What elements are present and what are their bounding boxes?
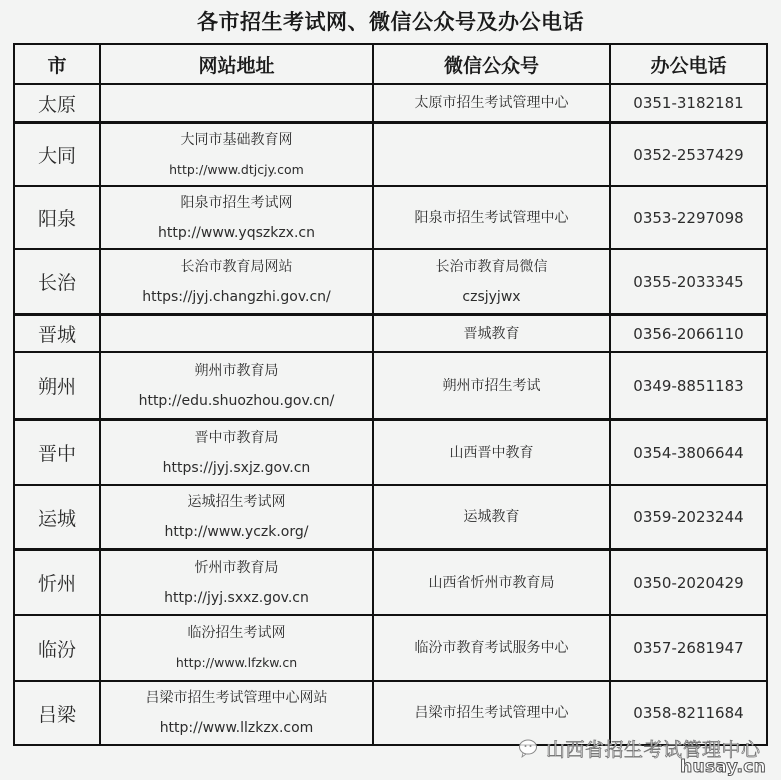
header-wechat: 微信公众号 — [443, 54, 539, 77]
wechat-cell: 临汾市教育考试服务中心 — [414, 640, 569, 656]
website-name: 运城招生考试网 — [187, 494, 286, 510]
website-name: 长治市教育局网站 — [180, 258, 293, 275]
header-phone: 办公电话 — [650, 54, 727, 77]
city-cell: 运城 — [37, 507, 76, 530]
wechat-cell: 吕梁市招生考试管理中心 — [414, 705, 569, 721]
website-link[interactable]: https://jyj.changzhi.gov.cn/ — [142, 288, 331, 305]
phone-cell: 0351-3182181 — [633, 94, 744, 112]
website-cell — [101, 316, 372, 351]
city-cell: 大同 — [37, 145, 76, 167]
phone-cell: 0354-3806644 — [633, 443, 744, 462]
website-cell — [101, 486, 372, 548]
website-name: 晋中市教育局 — [194, 429, 279, 446]
wechat-cell: 山西晋中教育 — [449, 444, 534, 461]
city-cell: 朔州 — [37, 376, 76, 398]
wechat-cell: 运城教育 — [463, 509, 520, 525]
phone-cell: 0353-2297098 — [633, 208, 744, 227]
website-cell — [101, 124, 372, 185]
website-cell — [101, 616, 372, 680]
website-name: 忻州市教育局 — [194, 559, 279, 576]
city-cell: 吕梁 — [37, 703, 76, 726]
website-link[interactable]: http://www.yczk.org/ — [164, 524, 309, 540]
website-cell — [101, 85, 372, 121]
website-cell — [101, 421, 372, 484]
wechat-cell: 阳泉市招生考试管理中心 — [414, 209, 569, 226]
city-cell: 晋城 — [37, 324, 76, 346]
phone-cell: 0357-2681947 — [633, 639, 744, 657]
website-name: 朔州市教育局 — [194, 362, 279, 379]
website-cell — [101, 682, 372, 744]
website-link[interactable]: http://edu.shuozhou.gov.cn/ — [138, 392, 335, 409]
wechat-cell: 太原市招生考试管理中心 — [414, 95, 569, 111]
phone-cell: 0355-2033345 — [633, 272, 744, 291]
city-cell: 临汾 — [37, 638, 76, 661]
wechat-name: 长治市教育局微信 — [435, 258, 548, 275]
phone-cell: 0350-2020429 — [633, 573, 744, 592]
wechat-cell: 晋城教育 — [463, 325, 520, 342]
city-cell: 长治 — [37, 272, 76, 294]
website-link[interactable]: https://jyj.sxjz.gov.cn — [162, 459, 311, 476]
website-cell — [101, 353, 372, 418]
wechat-cell — [374, 124, 609, 185]
wechat-cell: 山西省忻州市教育局 — [428, 574, 555, 591]
website-name: 临汾招生考试网 — [187, 625, 286, 641]
website-cell — [101, 187, 372, 248]
website-link[interactable]: http://www.dtjcjy.com — [169, 161, 304, 177]
contact-table — [13, 43, 768, 746]
wechat-cell: 朔州市招生考试 — [442, 377, 541, 394]
watermark-site: husay.cn — [680, 757, 766, 777]
website-link[interactable]: http://www.lfzkw.cn — [175, 655, 298, 670]
website-link[interactable]: http://jyj.sxxz.gov.cn — [164, 589, 309, 606]
website-cell — [101, 551, 372, 614]
phone-cell: 0356-2066110 — [633, 324, 744, 343]
city-cell: 忻州 — [37, 573, 76, 595]
phone-cell: 0349-8851183 — [633, 376, 744, 395]
website-name: 阳泉市招生考试网 — [180, 194, 293, 211]
watermark-text: 山西省招生考试管理中心 — [546, 739, 761, 761]
page-title: 各市招生考试网、微信公众号及办公电话 — [197, 10, 584, 34]
header-city: 市 — [47, 54, 67, 77]
header-website: 网站地址 — [198, 54, 275, 77]
phone-cell: 0359-2023244 — [633, 508, 744, 526]
wechat-id: czsjyjwx — [462, 288, 521, 305]
website-link[interactable]: http://www.llzkzx.com — [159, 720, 314, 736]
phone-cell: 0358-8211684 — [633, 704, 744, 722]
city-cell: 晋中 — [37, 443, 76, 465]
website-name: 大同市基础教育网 — [180, 131, 293, 148]
phone-cell: 0352-2537429 — [633, 145, 744, 164]
city-cell: 太原 — [37, 93, 76, 116]
website-cell — [101, 250, 372, 313]
city-cell: 阳泉 — [37, 208, 76, 230]
website-name: 吕梁市招生考试管理中心网站 — [145, 690, 328, 706]
wechat-cell — [374, 250, 609, 313]
website-link[interactable]: http://www.yqszkzx.cn — [158, 224, 315, 241]
